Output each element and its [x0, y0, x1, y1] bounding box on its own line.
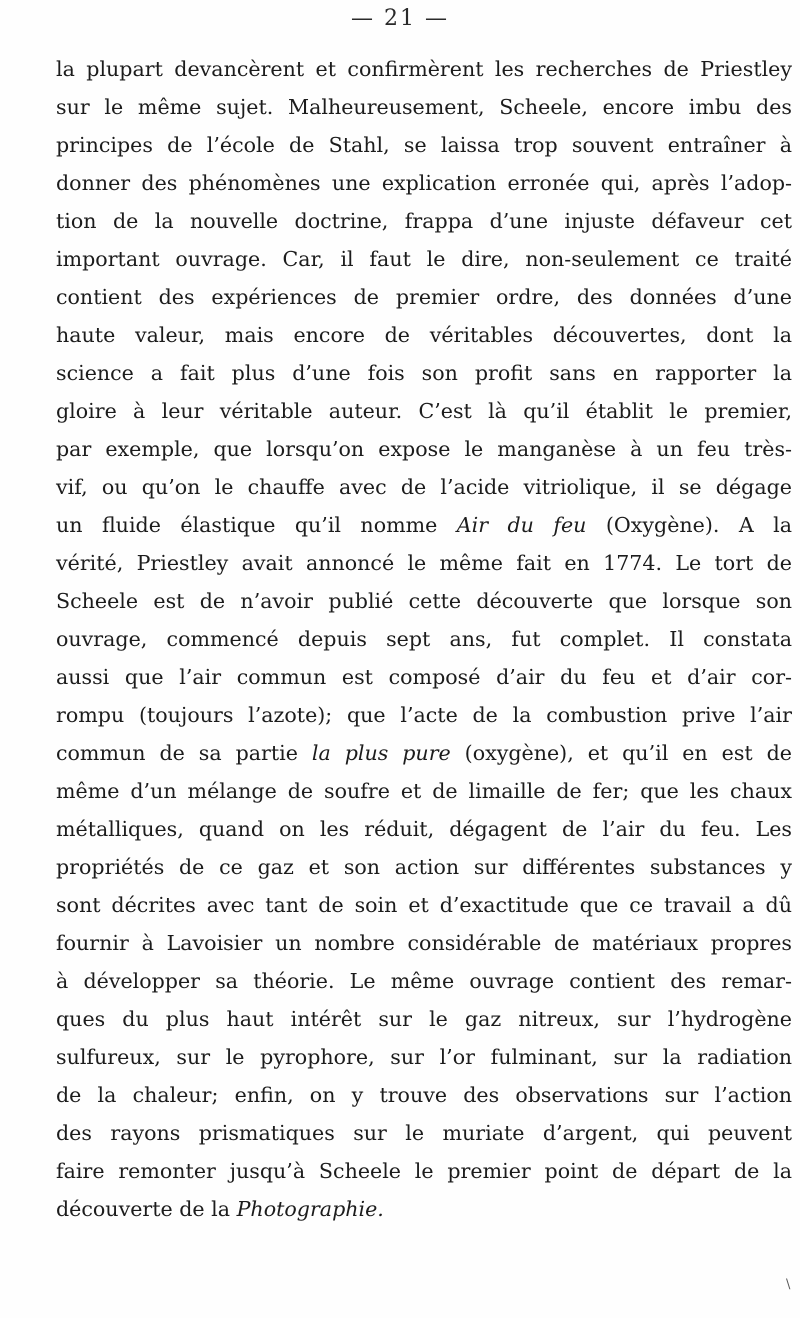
- page-number: — 21 —: [351, 6, 449, 31]
- text-line: [56, 392, 792, 430]
- text-segment: donner des phénomènes une explication erronée qui, après l’adop-: [56, 171, 792, 195]
- italic-text: la plus pure: [311, 741, 451, 765]
- text-line: [56, 1114, 792, 1152]
- text-segment: contient des expériences de premier ordre, des données d’une: [56, 285, 792, 309]
- text-segment: à développer sa théorie. Le même ouvrage contient des remar-: [56, 969, 792, 993]
- text-segment: découverte de la: [56, 1197, 237, 1221]
- text-segment: ques du plus haut intérêt sur le gaz nitreux, sur l’hydrogène: [56, 1007, 792, 1031]
- text-segment: commun de sa partie: [56, 741, 312, 765]
- text-segment: faire remonter jusqu’à Scheele le premier point de départ de la: [56, 1159, 792, 1183]
- text-segment: vérité, Priestley avait annoncé le même fait en 1774. Le tort de: [56, 551, 792, 575]
- text-line: [56, 202, 792, 240]
- text-line: [56, 278, 792, 316]
- text-segment: science a fait plus d’une fois son profit sans en rapporter la: [56, 361, 792, 385]
- text-segment: sur le même sujet. Malheureusement, Scheele, encore imbu des: [56, 95, 792, 119]
- italic-text: Air du feu: [456, 513, 587, 537]
- body-paragraph: [56, 50, 792, 1228]
- text-line: [56, 696, 792, 734]
- text-line: [56, 88, 792, 126]
- text-segment: aussi que l’air commun est composé d’air du feu et d’air cor-: [56, 665, 792, 689]
- text-line: [56, 658, 792, 696]
- text-line: [56, 1190, 792, 1228]
- text-line: [56, 924, 792, 962]
- text-segment: la plupart devancèrent et confirmèrent les recherches de Priestley: [56, 57, 792, 81]
- text-line: [56, 848, 792, 886]
- text-segment: même d’un mélange de soufre et de limaille de fer; que les chaux: [56, 779, 792, 803]
- text-segment: important ouvrage. Car, il faut le dire, non-seulement ce traité: [56, 247, 792, 271]
- text-segment: tion de la nouvelle doctrine, frappa d’une injuste défaveur cet: [56, 209, 792, 233]
- stray-mark: \: [786, 1277, 791, 1292]
- text-segment: (oxygène), et qu’il en est de: [450, 741, 792, 765]
- italic-text: Photographie.: [236, 1197, 384, 1221]
- text-line: [56, 1076, 792, 1114]
- text-segment: sulfureux, sur le pyrophore, sur l’or fulminant, sur la radiation: [56, 1045, 792, 1069]
- text-line: [56, 1000, 792, 1038]
- text-line: [56, 50, 792, 88]
- text-segment: (Oxygène). A la: [586, 513, 792, 537]
- text-segment: haute valeur, mais encore de véritables découvertes, dont la: [56, 323, 792, 347]
- text-line: [56, 468, 792, 506]
- text-segment: propriétés de ce gaz et son action sur différentes substances y: [56, 855, 792, 879]
- text-line: [56, 810, 792, 848]
- text-segment: Scheele est de n’avoir publié cette découverte que lorsque son: [56, 589, 792, 613]
- text-line: [56, 772, 792, 810]
- text-segment: de la chaleur; enfin, on y trouve des observations sur l’action: [56, 1083, 792, 1107]
- text-line: [56, 164, 792, 202]
- text-line: [56, 886, 792, 924]
- text-segment: gloire à leur véritable auteur. C’est là qu’il établit le premier,: [56, 399, 792, 423]
- text-line: [56, 544, 792, 582]
- text-segment: vif, ou qu’on le chauffe avec de l’acide vitriolique, il se dégage: [56, 475, 792, 499]
- text-segment: ouvrage, commencé depuis sept ans, fut complet. Il constata: [56, 627, 792, 651]
- text-line: [56, 620, 792, 658]
- text-line: [56, 734, 792, 772]
- text-segment: métalliques, quand on les réduit, dégagent de l’air du feu. Les: [56, 817, 792, 841]
- text-line: [56, 354, 792, 392]
- text-segment: rompu (toujours l’azote); que l’acte de la combustion prive l’air: [56, 703, 792, 727]
- text-segment: des rayons prismatiques sur le muriate d’argent, qui peuvent: [56, 1121, 792, 1145]
- text-line: [56, 582, 792, 620]
- text-line: [56, 430, 792, 468]
- text-line: [56, 240, 792, 278]
- text-segment: principes de l’école de Stahl, se laissa trop souvent entraîner à: [56, 133, 792, 157]
- text-segment: fournir à Lavoisier un nombre considérable de matériaux propres: [56, 931, 792, 955]
- text-line: [56, 1038, 792, 1076]
- text-line: [56, 506, 792, 544]
- text-segment: un fluide élastique qu’il nomme: [56, 513, 457, 537]
- text-line: [56, 962, 792, 1000]
- text-segment: par exemple, que lorsqu’on expose le manganèse à un feu très-: [56, 437, 792, 461]
- text-line: [56, 316, 792, 354]
- text-line: [56, 1152, 792, 1190]
- text-segment: sont décrites avec tant de soin et d’exactitude que ce travail a dû: [56, 893, 792, 917]
- text-line: [56, 126, 792, 164]
